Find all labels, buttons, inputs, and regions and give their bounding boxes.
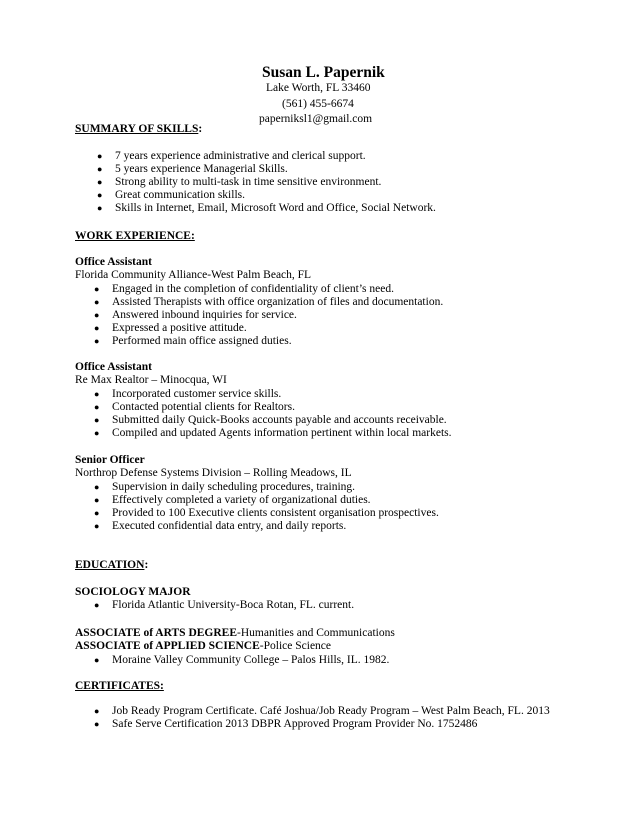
bullet-icon: ● [94,336,100,346]
education-heading-text: EDUCATION [75,559,145,571]
degree-title: ASSOCIATE of ARTS DEGREE [75,627,238,639]
bullet-icon: ● [94,482,100,492]
bullet-icon: ● [97,177,103,187]
bullet-icon: ● [94,310,100,320]
bullet-icon: ● [94,428,100,438]
job-employer: Re Max Realtor – Minocqua, WI [75,374,227,386]
certificates-heading: CERTIFICATES: [75,680,164,692]
bullet-icon: ● [97,151,103,161]
education-heading-colon: : [144,559,149,571]
degree-line [75,640,331,653]
bullet-icon: ● [94,495,100,505]
bullet-icon: ● [97,164,103,174]
bullet-icon: ● [94,508,100,518]
skills-heading-colon: : [198,123,203,135]
job-employer: Northrop Defense Systems Division – Rolling Meadows, IL [75,467,352,479]
bullet-icon: ● [94,389,100,399]
bullet-icon: ● [94,655,100,665]
degree-field: -Humanities and Communications [237,627,395,639]
bullet-icon: ● [94,402,100,412]
education-heading [75,559,148,572]
work-heading: WORK EXPERIENCE: [75,230,195,242]
bullet-icon: ● [94,415,100,425]
bullet-icon: ● [97,190,103,200]
candidate-email: paperniksl1@gmail.com [259,113,373,125]
degree-title: SOCIOLOGY MAJOR [75,586,191,598]
degree-title: ASSOCIATE of APPLIED SCIENCE [75,640,260,652]
skills-heading-text: SUMMARY OF SKILLS [75,123,199,135]
bullet-icon: ● [94,719,100,729]
bullet-icon: ● [94,297,100,307]
degree-line [75,627,395,640]
resume-page: Susan L. Papernik Lake Worth, FL 33460 (561) 455-6674 paperniksl1@gmail.com SUMMARY OF SKILLS: ● 7 years experience administrative and clerical support. ● 5 years experience Managerial Skills. ● Strong ability to multi-task in time sensitive environment. ● Great communication skills. ● Skills in Internet, Email, Microsoft Word and Office, Social Network. WORK EXPERIENCE: Office Assistant Florida Community Alliance-West Palm Beach, FL ● Engaged in the completion of confidentiality of client’s need. ● Assisted Therapists with office organization of files and documentation. ● Answered inbound inquiries for service. ● Expressed a positive attitude. ● Performed main office assigned duties. Office Assistant Re Max Realtor – Minocqua, WI ● Incorporated customer service skills. ● Contacted potential clients for Realtors. ● Submitted daily Quick-Books accounts payable and accounts receivable. ● Compiled and updated Agents information pertinent within local markets. Senior Officer Northrop Defense Systems Division – Rolling Meadows, IL ● Supervision in daily scheduling procedures, training. ● Effectively completed a variety of organizational duties. ● Provided to 100 Executive clients consistent organisation prospectives. ● Executed confidential data entry, and daily reports. EDUCATION: SOCIOLOGY MAJOR ● Florida Atlantic University-Boca Rotan, FL. current. ASSOCIATE of ARTS DEGREE-Humanities and Communications ASSOCIATE of APPLIED SCIENCE-Police Science ● Moraine Valley Community College – Palos Hills, IL. 1982. CERTIFICATES: ● Job Ready Program Certificate. Café Joshua/Job Ready Program – West Palm Beach, FL. 2013 ● Safe Serve Certification 2013 DBPR Approved Program Provider No. 1752486 [75,64,550,730]
candidate-phone: (561) 455-6674 [282,98,354,110]
bullet-icon: ● [94,600,100,610]
bullet-icon: ● [97,203,103,213]
skills-heading [75,123,202,136]
job-title: Office Assistant [75,256,152,268]
candidate-address: Lake Worth, FL 33460 [266,82,371,94]
bullet-icon: ● [94,323,100,333]
job-employer: Florida Community Alliance-West Palm Beach, FL [75,269,312,281]
job-title: Senior Officer [75,454,145,466]
job-title: Office Assistant [75,361,152,373]
degree-field: -Police Science [259,640,332,652]
bullet-icon: ● [94,521,100,531]
bullet-icon: ● [94,284,100,294]
bullet-icon: ● [94,706,100,716]
candidate-name: Susan L. Papernik [262,64,385,81]
